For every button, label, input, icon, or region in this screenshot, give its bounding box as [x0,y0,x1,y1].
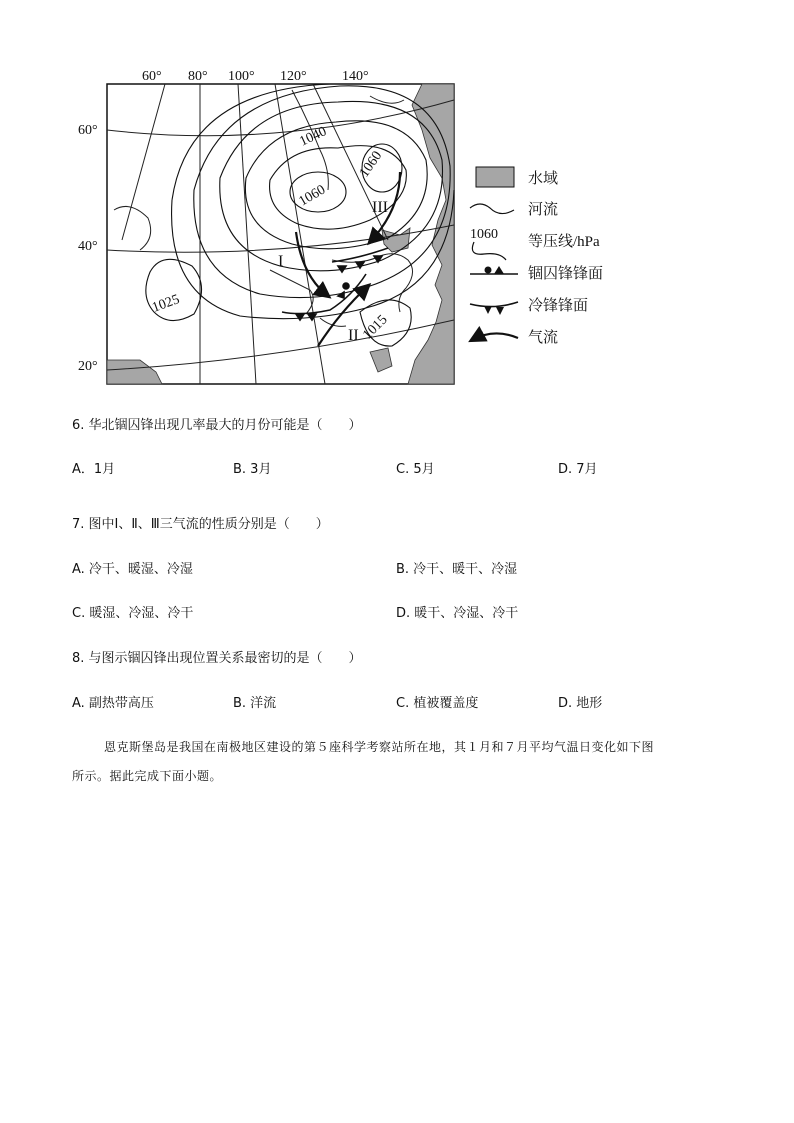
question-8-option-c: C. 植被覆盖度 [396,696,479,711]
airflow-label-II: II [348,327,359,344]
isobar-label-1060-left: 1060 [296,182,329,210]
question-7-option-b: B. 冷干、暖干、冷湿 [396,562,518,577]
question-6-stem: 6. 华北锢囚锋出现几率最大的月份可能是（ ） [72,418,362,433]
legend-river-symbol [470,204,514,214]
legend-cold-front-label: 冷锋锋面 [528,298,589,314]
lon-label-140: 140° [342,69,369,84]
isobar-label-1015: 1015 [360,312,391,343]
lat-label-60: 60° [78,123,98,138]
weather-map [70,60,630,395]
legend-water-label: 水域 [528,171,559,187]
question-6-option-a: A．1月 [72,462,116,477]
legend-water-swatch [476,167,514,187]
weather-map-figure [70,60,630,395]
legend-occluded-label: 锢囚锋锋面 [528,266,604,282]
legend-airflow-label: 气流 [528,330,559,346]
legend-isobar-label: 等压线/hPa [528,234,600,250]
legend-isobar-sample: 1060 [470,227,498,242]
question-8-option-b: B. 洋流 [233,696,277,711]
legend-river-label: 河流 [528,202,559,218]
question-8-option-a: A. 副热带高压 [72,696,154,711]
question-6-option-d: D. 7月 [558,462,598,477]
question-6-option-b: B. 3月 [233,462,272,477]
question-7-option-d: D. 暖干、冷湿、冷干 [396,606,519,621]
isobar-label-1025: 1025 [150,292,182,316]
question-8-option-d: D. 地形 [558,696,603,711]
isobar-label-1040: 1040 [297,124,330,150]
airflow-label-I: I [278,253,284,270]
question-8-stem: 8. 与图示锢囚锋出现位置关系最密切的是（ ） [72,651,362,666]
lat-label-40: 40° [78,239,98,254]
question-7-option-c: C. 暖湿、冷湿、冷干 [72,606,194,621]
airflow-label-III: III [372,199,388,216]
lon-label-100: 100° [228,69,255,84]
legend-isobar-symbol [472,242,506,260]
passage-line-2: 所示。据此完成下面小题。 [72,769,223,783]
isobar-label-1060-right: 1060 [356,148,386,181]
lon-label-60: 60° [142,69,162,84]
question-7-option-a: A. 冷干、暖湿、冷湿 [72,562,193,577]
lon-label-80: 80° [188,69,208,84]
passage-line-1: 恩克斯堡岛是我国在南极地区建设的第５座科学考察站所在地，其１月和７月平均气温日变化如下图 [104,740,655,754]
lat-label-20: 20° [78,359,98,374]
question-6-option-c: C. 5月 [396,462,435,477]
map-legend [470,167,603,346]
question-7-stem: 7. 图中Ⅰ、Ⅱ、Ⅲ三气流的性质分别是（ ） [72,517,329,532]
lon-label-120: 120° [280,69,307,84]
